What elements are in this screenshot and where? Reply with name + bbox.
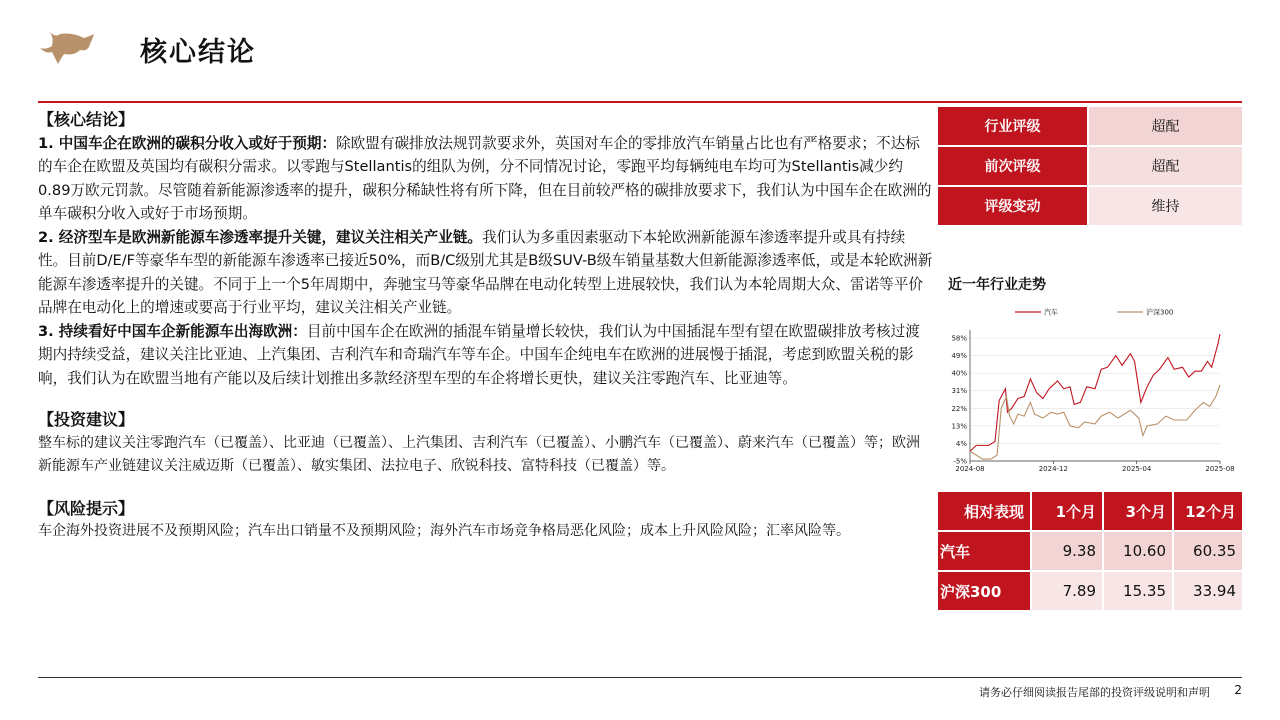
y-tick-label: -5%: [953, 457, 967, 466]
industry-trend-chart: [937, 298, 1241, 473]
y-tick-label: 49%: [951, 352, 967, 361]
row-label: 沪深300: [938, 572, 1032, 610]
invest-heading: 【投资建议】: [38, 410, 135, 429]
rating-row: [938, 187, 1242, 227]
x-tick-label: 2025-08: [1205, 465, 1235, 473]
y-tick-label: 31%: [951, 387, 967, 396]
row-label: 汽车: [938, 532, 1032, 570]
cell: 60.35: [1174, 532, 1242, 570]
y-tick-label: 58%: [951, 334, 967, 343]
p1-text: 除欧盟有碳排放法规罚款要求外，英国对车企的零排放汽车销量占比也有严格要求；不达标的车企在欧盟及英国均有碳积分需求。以零跑与Stellantis的组队为例，分不同情况讨论，零跑平均每辆纯电车均可为Stellantis减少约0.89万欧元罚款。尽管随着新能源渗透率的提升，碳积分稀缺性将有所下降，但在目前较严格的碳排放要求下，我们认为中国车企在欧洲的单车碳积分收入或好于市场预期。: [38, 134, 932, 222]
rating-label: 评级变动: [938, 187, 1089, 227]
paragraph-3: [38, 320, 933, 391]
risk-text: 车企海外投资进展不及预期风险；汽车出口销量不及预期风险；海外汽车市场竞争格局恶化风险；成本上升风险风险；汇率风险等。: [38, 523, 850, 539]
p1-heading: 1. 中国车企在欧洲的碳积分收入或好于预期：: [38, 134, 337, 152]
x-tick-label: 2024-12: [1038, 465, 1068, 473]
rating-value: 超配: [1089, 147, 1242, 187]
x-tick-label: 2024-08: [955, 465, 985, 473]
p3-heading: 3. 持续看好中国车企新能源车出海欧洲：: [38, 322, 307, 340]
rating-row: [938, 107, 1242, 147]
header-cell: 相对表现: [938, 492, 1032, 530]
header-divider: [38, 101, 1242, 103]
rating-table: [938, 107, 1242, 227]
rating-label: 行业评级: [938, 107, 1089, 147]
main-content: [38, 108, 933, 544]
legend-label: 沪深300: [1146, 308, 1174, 317]
y-tick-label: 4%: [955, 439, 967, 448]
performance-header: [938, 492, 1242, 532]
bull-logo-icon: [38, 28, 96, 64]
y-tick-label: 40%: [951, 369, 967, 378]
page-number: 2: [1234, 683, 1242, 697]
p2-text: 我们认为多重因素驱动下本轮欧洲新能源车渗透率提升或具有持续性。目前D/E/F等豪华车型的新能源车渗透率已接近50%，而B/C级别尤其是B级SUV-B级车销量基数大但新能源渗透率低，或是本轮欧洲新能源车渗透率提升的关键。不同于上一个5年周期中，奔驰宝马等豪华品牌在电动化转型上进展较快，我们认为本轮周期大众、雷诺等平价品牌在电动化上的增速或要高于行业平均，建议关注相关产业链。: [38, 228, 933, 316]
p3-text: 目前中国车企在欧洲的插混车销量增长较快，我们认为中国插混车型有望在欧盟碳排放考核过渡期内持续受益，建议关注比亚迪、上汽集团、吉利汽车和奇瑞汽车等车企。中国车企纯电车在欧洲的进展慢于插混，考虑到欧盟关税的影响，我们认为在欧盟当地有产能以及后续计划推出多款经济型车型的车企将增长更快，建议关注零跑汽车、比亚迪等。: [38, 322, 920, 387]
footer-divider: [38, 677, 1242, 678]
paragraph-1: [38, 132, 933, 226]
cell: 10.60: [1104, 532, 1174, 570]
x-tick-label: 2025-04: [1122, 465, 1152, 473]
performance-table: [938, 492, 1242, 612]
risk-heading: 【风险提示】: [38, 498, 135, 518]
y-tick-label: 22%: [951, 404, 967, 413]
table-row: [938, 532, 1242, 572]
header-cell: 12个月: [1174, 492, 1242, 530]
rating-label: 前次评级: [938, 147, 1089, 187]
table-row: [938, 572, 1242, 612]
invest-text: 整车标的建议关注零跑汽车（已覆盖）、比亚迪（已覆盖）、上汽集团、吉利汽车（已覆盖）、小鹏汽车（已覆盖）、蔚来汽车（已覆盖）等；欧洲新能源车产业链建议关注威迈斯（已覆盖）、敏实集团、法拉电子、欣锐科技、富特科技（已覆盖）等。: [38, 434, 920, 474]
p2-heading: 2. 经济型车是欧洲新能源车渗透率提升关键，建议关注相关产业链。: [38, 228, 483, 246]
y-tick-label: 13%: [951, 422, 967, 431]
series-line-1: [970, 385, 1220, 459]
series-line-0: [970, 334, 1220, 451]
cell: 15.35: [1104, 572, 1174, 610]
disclaimer: 请务必仔细阅读报告尾部的投资评级说明和声明: [979, 686, 1210, 699]
rating-value: 超配: [1089, 107, 1242, 147]
header-cell: 3个月: [1104, 492, 1174, 530]
cell: 33.94: [1174, 572, 1242, 610]
rating-value: 维持: [1089, 187, 1242, 227]
paragraph-2: [38, 226, 933, 320]
rating-row: [938, 147, 1242, 187]
cell: 9.38: [1032, 532, 1104, 570]
legend-label: 汽车: [1044, 308, 1058, 317]
chart-title: 近一年行业走势: [948, 277, 1046, 293]
header-cell: 1个月: [1032, 492, 1104, 530]
cell: 7.89: [1032, 572, 1104, 610]
page-title: 核心结论: [140, 37, 256, 68]
core-heading: 【核心结论】: [38, 110, 135, 129]
